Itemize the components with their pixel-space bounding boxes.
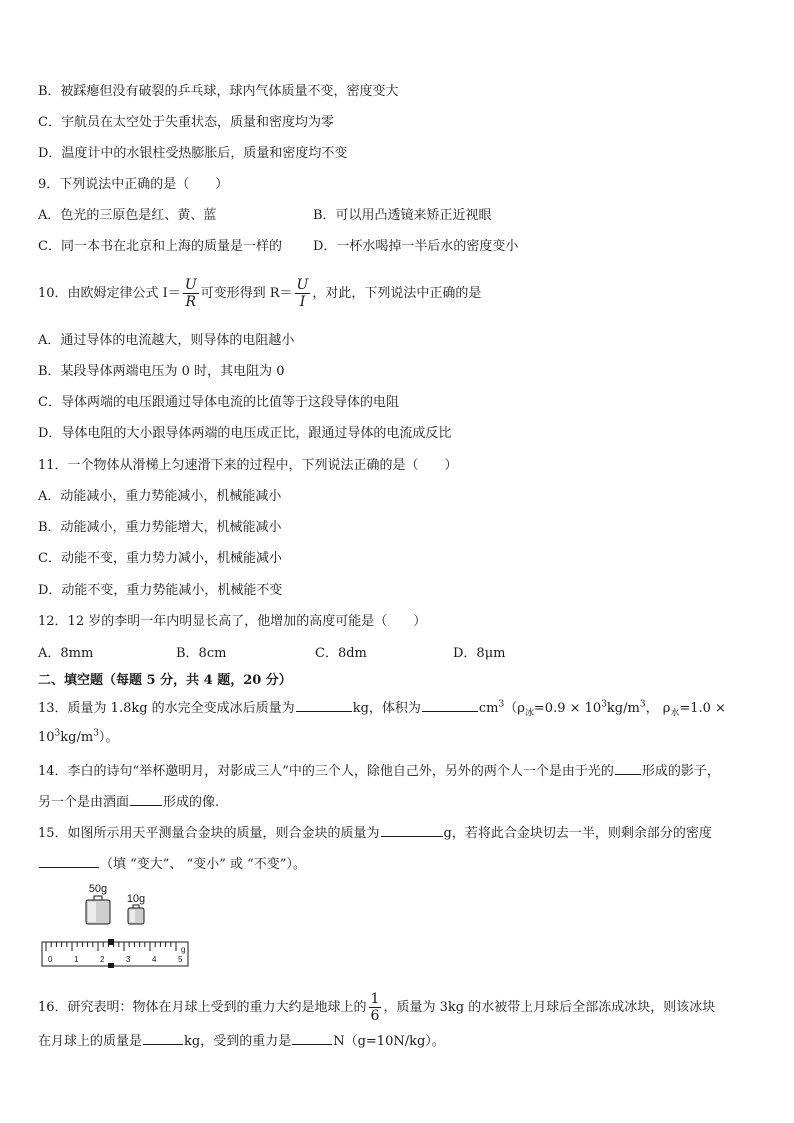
q8-option-d: D．温度计中的水银柱受热膨胀后，质量和密度均不变	[38, 146, 348, 161]
q11-option-d: D．动能不变，重力势能减小，机械能不变	[38, 583, 283, 598]
q13-l2-unit: kg/m	[60, 730, 94, 745]
q12-stem: 12．12 岁的李明一年内明显长高了，他增加的高度可能是（ ）	[38, 614, 427, 629]
q10-fraction-1-den: R	[185, 294, 196, 310]
q14-text-1: 14．李白的诗句“举杯邀明月，对影成三人”中的三个人，除他自己外，另外的两个人一个是由于光的	[38, 764, 614, 779]
q15-text-2: g，若将此合金块切去一半，则剩余部分的密度	[443, 826, 712, 841]
q13-rho-ice-value: =0.9 × 10	[533, 701, 602, 716]
q15-text-3: （填 “变大”、 “变小” 或 “不变”）。	[100, 857, 306, 872]
weight-10g-label: 10g	[126, 893, 146, 905]
weight-50g-label: 50g	[88, 883, 108, 895]
q13-blank-volume[interactable]	[422, 698, 478, 712]
q15-blank-density[interactable]	[39, 854, 99, 868]
q14-blank-2[interactable]	[130, 792, 162, 806]
q9-option-a: A．色光的三原色是红、黄、蓝	[38, 208, 217, 223]
q13-line-1	[38, 698, 726, 717]
q10-fraction-1-num: U	[184, 277, 197, 293]
q10-option-b: B．某段导体两端电压为 0 时，其电阻为 0	[38, 364, 285, 379]
q15-text-1: 15．如图所示用天平测量合金块的质量，则合金块的质量为	[38, 826, 380, 841]
q16-fraction-den: 6	[370, 1008, 380, 1024]
section-2-heading: 二、填空题（每题 5 分，共 4 题，20 分）	[38, 673, 292, 688]
scale-tick-label: 0	[48, 955, 53, 964]
q16-fraction-num: 1	[370, 991, 380, 1007]
q11-stem: 11．一个物体从滑梯上匀速滑下来的过程中，下列说法正确的是（ ）	[38, 458, 458, 473]
q16-text-3: 在月球上的质量是	[38, 1034, 143, 1049]
q14-text-2: 形成的影子，	[641, 764, 720, 779]
q10-fraction-2	[295, 277, 311, 310]
weight-50g-icon	[86, 896, 110, 924]
q16-line-2	[38, 1031, 445, 1050]
q16-fraction	[369, 991, 382, 1024]
q13-rho-water: ， ρ	[645, 701, 671, 716]
q16-text-4: kg，受到的重力是	[184, 1034, 292, 1049]
q16-blank-gravity[interactable]	[292, 1031, 332, 1045]
q12-options	[38, 646, 505, 662]
q15-line-1	[38, 823, 712, 842]
q14-blank-1[interactable]	[615, 761, 641, 775]
q9-stem: 9．下列说法中正确的是（ ）	[38, 177, 229, 192]
q10-option-c: C．导体两端的电压跟通过导体电流的比值等于这段导体的电阻	[38, 395, 399, 410]
q16-line-1	[38, 986, 715, 1030]
q10-fraction-2-num: U	[296, 277, 309, 293]
q11-option-a: A．动能减小，重力势能减小，机械能减小	[38, 489, 282, 504]
q10-mid: 可变形得到 R＝	[200, 286, 293, 301]
q13-l2-exp: 3	[54, 728, 61, 739]
q14-text-4: 形成的像.	[163, 795, 220, 810]
q13-rho-ice-exp: 3	[601, 699, 607, 710]
q10-fraction-1	[183, 277, 199, 310]
q13-line-2	[38, 730, 118, 746]
q10-option-a: A．通过导体的电流越大，则导体的电阻越小	[38, 333, 295, 348]
q10-prefix: 10．由欧姆定律公式 I＝	[38, 286, 181, 301]
q12-option-d: D．8μm	[453, 646, 506, 661]
scale-tick-label: 5	[178, 955, 183, 964]
q13-rho-ice-unit: kg/m	[606, 701, 640, 716]
q16-blank-mass[interactable]	[143, 1031, 183, 1045]
q10-stem	[38, 272, 481, 316]
q12-option-c: C．8dm	[315, 646, 367, 661]
q16-text-5: N（g=10N/kg）。	[333, 1034, 445, 1049]
q13-text-2: kg，体积为	[352, 701, 421, 716]
q13-rho-water-value: =1.0 ×	[679, 701, 726, 716]
q9-options-row2	[38, 239, 518, 255]
q9-options-row1	[38, 208, 492, 224]
q14-line-2	[38, 792, 219, 811]
scale-tick-label: 3	[126, 955, 131, 964]
q13-rho-ice: （ρ	[504, 701, 525, 716]
q13-l2-unit-exp: 3	[93, 728, 99, 739]
q13-l2-base: 10	[38, 730, 55, 745]
q13-rho-ice-sub: 冰	[524, 708, 534, 719]
q8-option-b: B．被踩瘪但没有破裂的乒乓球，球内气体质量不变，密度变大	[38, 84, 399, 99]
q13-text-1: 13．质量为 1.8kg 的水完全变成冰后质量为	[38, 701, 295, 716]
scale-ruler	[42, 942, 188, 966]
q13-unit-cm: cm	[478, 701, 499, 716]
q9-option-b: B．可以用凸透镜来矫正近视眼	[313, 208, 492, 223]
q15-line-2	[38, 854, 306, 873]
q14-text-3: 另一个是由酒面	[38, 795, 130, 810]
q14-line-1	[38, 761, 720, 780]
q13-rho-water-sub: 水	[670, 708, 680, 719]
q10-fraction-2-den: I	[299, 294, 306, 310]
q11-option-c: C．动能不变，重力势力减小，机械能减小	[38, 551, 282, 566]
q16-text-2: ，质量为 3kg 的水被带上月球后全部冻成冰块，则该冰块	[383, 1000, 716, 1015]
q10-suffix: ，对此，下列说法中正确的是	[312, 286, 482, 301]
scale-tick-label: 4	[152, 955, 157, 964]
weight-10g-icon	[128, 905, 144, 924]
scale-tick-label: 2	[100, 955, 105, 964]
q13-unit-cm-exp: 3	[498, 699, 505, 710]
balance-figure	[40, 882, 192, 968]
q12-option-b: B．8cm	[176, 646, 227, 661]
q16-text-1: 16．研究表明：物体在月球上受到的重力大约是地球上的	[38, 1000, 367, 1015]
q9-option-d: D．一杯水喝掉一半后水的密度变小	[313, 239, 519, 254]
q13-blank-mass[interactable]	[296, 698, 352, 712]
q12-option-a: A．8mm	[38, 646, 94, 661]
scale-tick-label: 1	[74, 955, 79, 964]
q15-blank-mass[interactable]	[381, 823, 443, 837]
scale-unit-label: g	[181, 945, 186, 954]
q13-rho-ice-unit-exp: 3	[639, 699, 646, 710]
q9-option-c: C．同一本书在北京和上海的质量是一样的	[38, 239, 282, 254]
q13-l2-end: ）。	[98, 730, 119, 745]
q11-option-b: B．动能减小，重力势能增大，机械能减小	[38, 520, 282, 535]
q10-option-d: D．导体电阻的大小跟导体两端的电压成正比，跟通过导体的电流成反比	[38, 426, 452, 441]
q8-option-c: C．宇航员在太空处于失重状态，质量和密度均为零	[38, 115, 334, 130]
